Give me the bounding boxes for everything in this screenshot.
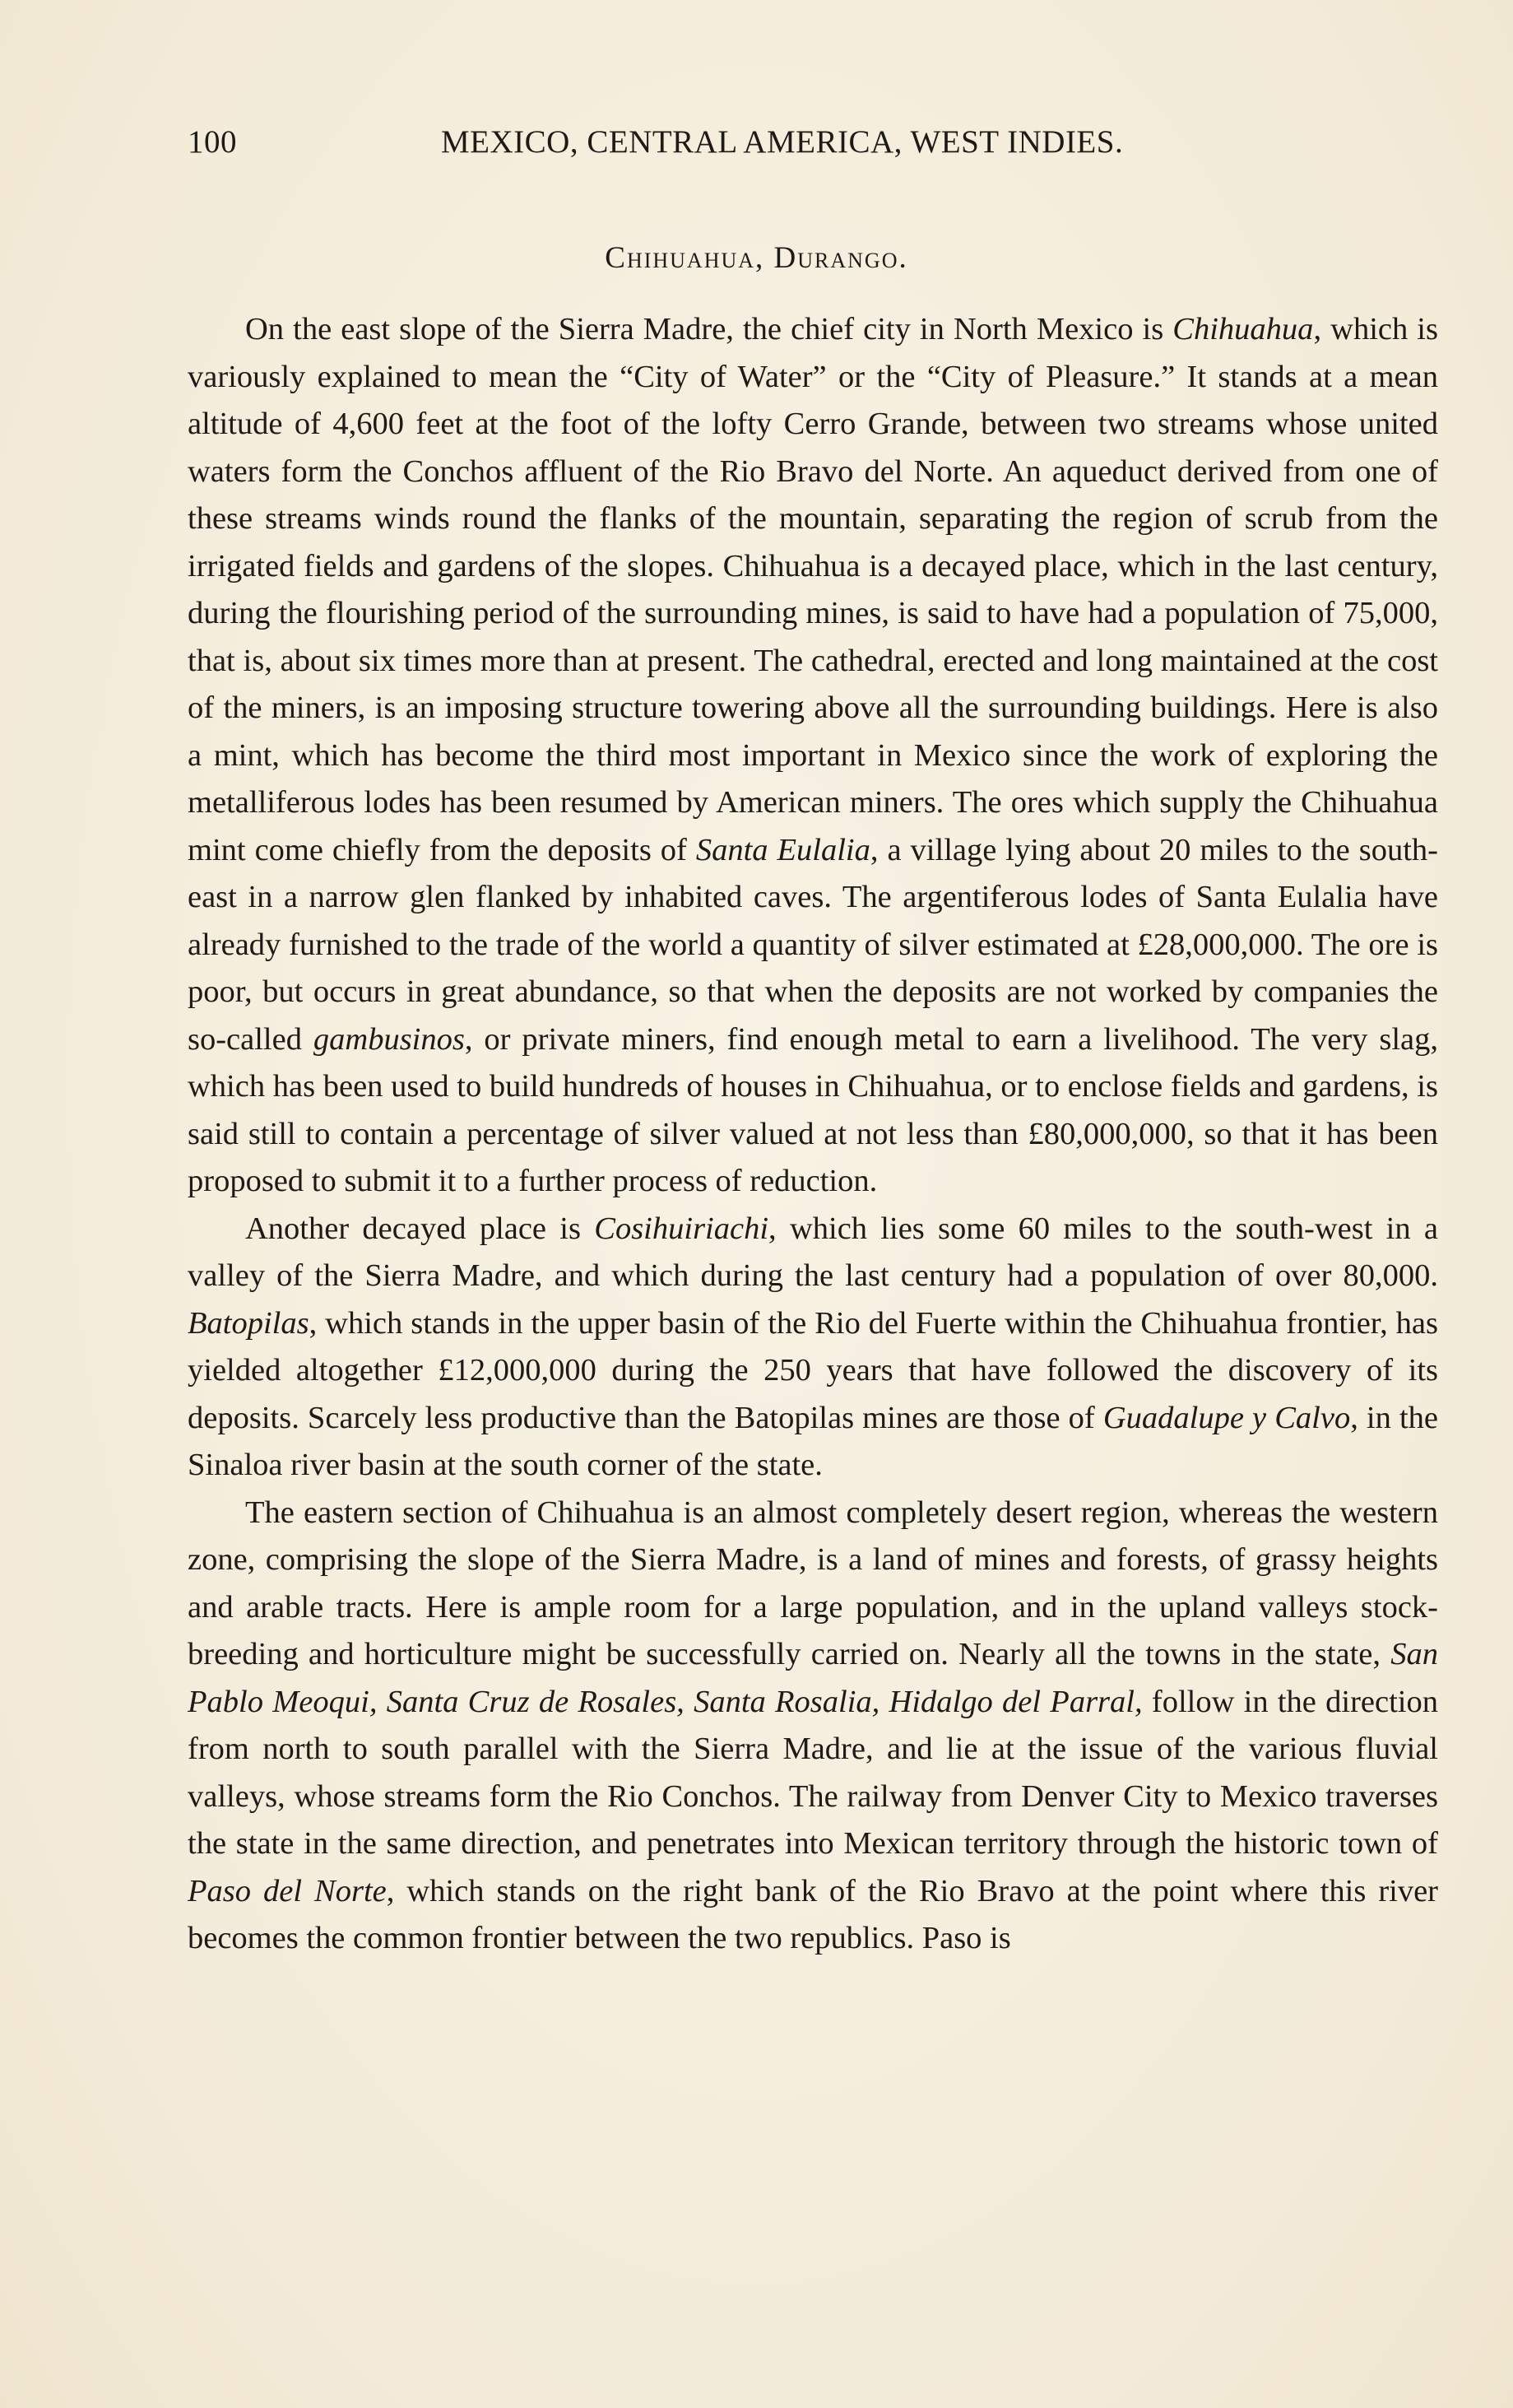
- place-name-cosihuiriachi: Cosihuiriachi: [594, 1211, 769, 1246]
- place-name-batopilas: Batopilas: [188, 1305, 309, 1341]
- place-names-towns: San Pablo Meoqui, Santa Cruz de Rosales, Santa Rosalia, Hidalgo del Parral,: [188, 1637, 1438, 1719]
- text-run: The eastern section of Chihuahua is an almost completely desert region, whereas the western zone, comprising the slope of the Sierra Madre, is a land of mines and forests, of grassy heights and arable tracts. Here is ample room for a large population, and in the upland valleys stock-breeding and horticulture might be successfully carried on. Nearly all the towns in the state,: [188, 1495, 1438, 1671]
- running-title: MEXICO, CENTRAL AMERICA, WEST INDIES.: [441, 124, 1124, 160]
- text-run: On the east slope of the Sierra Madre, the chief city in North Mexico is: [245, 312, 1173, 346]
- text-run: , which is variously explained to mean the “City of Water” or the “City of Pleasure.” It stands at a mean altitude of 4,600 feet at the foot of the lofty Cerro Grande, between two streams whose united waters form the Conchos affluent of the Rio Bravo del Norte. An aqueduct derived from one of these streams winds round the flanks of the mountain, separating the region of scrub from the irrigated fields and gardens of the slopes. Chihuahua is a decayed place, which in the last century, during the flourishing period of the surrounding mines, is said to have had a population of 75,000, that is, about six times more than at present. The cathedral, erected and long maintained at the cost of the miners, is an imposing structure towering above all the surrounding buildings. Here is also a mint, which has become the third most important in Mexico since the work of exploring the metalliferous lodes has been resumed by American miners. The ores which supply the Chihuahua mint come chiefly from the deposits of: [188, 312, 1438, 867]
- section-title: Chihuahua, Durango.: [605, 241, 908, 275]
- text-run: , which stands in the upper basin of the Rio del Fuerte within the Chihuahua frontier, has yielded altogether £12,000,000 during the 250 years that have followed the discovery of its deposits. Scarcely less productive than the Batopilas mines are those of: [188, 1305, 1438, 1435]
- page-number: 100: [188, 124, 237, 160]
- text-run: , which stands on the right bank of the Rio Bravo at the point where this river becomes the common frontier between the two republics. Paso is: [188, 1873, 1439, 1955]
- place-name-paso-del-norte: Paso del Norte: [188, 1873, 387, 1908]
- text-run: follow in the direction from north to south parallel with the Sierra Madre, and lie at the issue of the various fluvial valleys, whose streams form the Rio Conchos. The railway from Denver City to Mexico traverses the state in the same direction, and penetrates into Mexican territory through the historic town of: [188, 1684, 1438, 1861]
- text-run: , which lies some 60 miles to the south-west in a valley of the Sierra Madre, and which during the last century had a population of over 80,000.: [188, 1211, 1438, 1293]
- place-name-guadalupe-y-calvo: Guadalupe y Calvo: [1102, 1400, 1351, 1435]
- paragraph-decayed-places: [188, 1206, 1438, 1490]
- place-name-chihuahua: Chihuahua: [1172, 312, 1314, 346]
- term-gambusinos: gambusinos: [313, 1021, 465, 1057]
- place-name-santa-eulalia: Santa Eulalia: [695, 832, 870, 867]
- paragraph-eastern-section: [188, 1490, 1438, 1963]
- text-run: , in the Sinaloa river basin at the south corner of the state.: [188, 1400, 1439, 1482]
- text-run: Another decayed place is: [245, 1211, 595, 1246]
- running-header: [188, 123, 1191, 173]
- text-run: , or private miners, find enough metal to earn a livelihood. The very slag, which has been used to build hundreds of houses in Chihuahua, or to enclose fields and gardens, is said still to contain a percentage of silver valued at not less than £80,000,000, so that it has been proposed to submit it to a further process of reduction.: [188, 1021, 1438, 1198]
- body-text: [188, 306, 1438, 1963]
- paragraph-chihuahua-city: [188, 306, 1438, 1206]
- text-run: , a village lying about 20 miles to the south-east in a narrow glen flanked by inhabited caves. The argentiferous lodes of Santa Eulalia have already furnished to the trade of the world a quantity of silver estimated at £28,000,000. The ore is poor, but occurs in great abundance, so that when the deposits are not worked by companies the so-called: [188, 832, 1438, 1057]
